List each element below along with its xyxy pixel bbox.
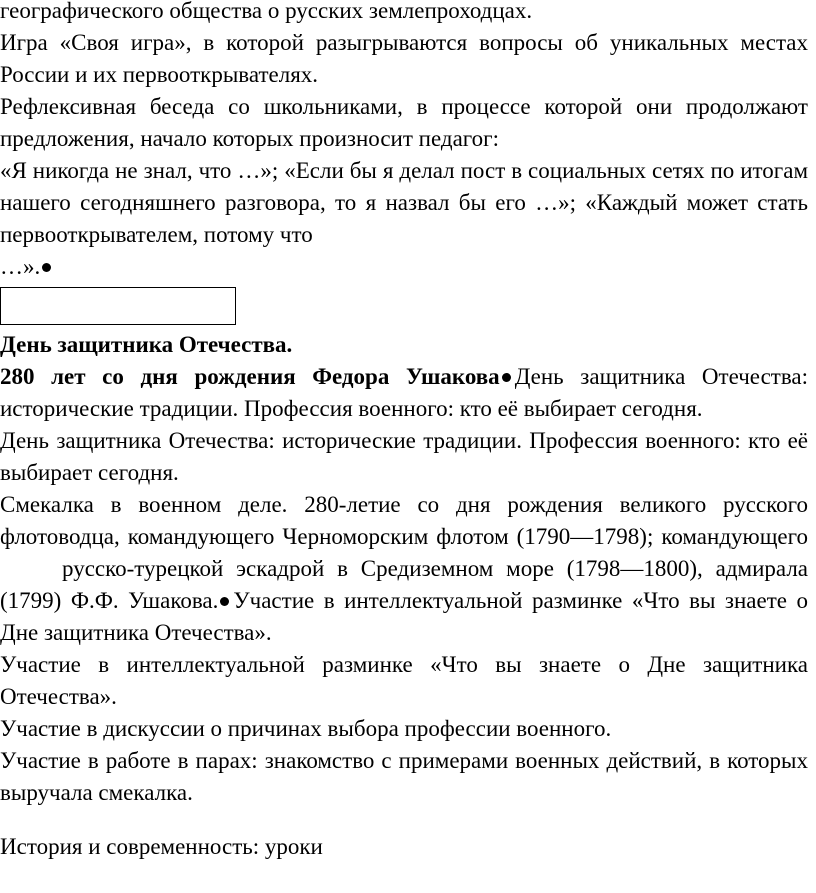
paragraph-10: Участие в дискуссии о причинах выбора профессии военного.	[0, 716, 612, 741]
paragraph-8-b: русско-турецкой эскадрой в Средиземном море (1798—1800), адмирала (1799) Ф.Ф. Ушакова.	[0, 556, 808, 613]
empty-table-cell	[0, 287, 236, 325]
paragraph-11: Участие в работе в парах: знакомство с примерами военных действий, в которых выручала смекалка.	[0, 748, 808, 805]
bullet-icon	[220, 597, 229, 606]
paragraph-5-wrapper	[0, 251, 808, 283]
bullet-icon	[502, 373, 511, 382]
paragraph-4: «Я никогда не знал, что …»; «Если бы я делал пост в социальных сетях по итогам нашего сегодняшнего разговора, то я назвал бы его …»; «Каждый может стать первооткрывателем, потому что	[0, 158, 808, 247]
paragraph-5: …».	[0, 254, 41, 279]
paragraph-2: Игра «Своя игра», в которой разыгрываются вопросы об уникальных местах России и их первооткрывателях.	[0, 30, 808, 87]
paragraph-gap	[0, 809, 808, 831]
paragraph-6-wrapper	[0, 361, 808, 425]
section-heading: День защитника Отечества.	[0, 332, 293, 357]
paragraph-1: географического общества о русских землепроходцах.	[0, 0, 533, 23]
paragraph-9: Участие в интеллектуальной разминке «Что вы знаете о Дне защитника Отечества».	[0, 652, 808, 709]
paragraph-8-a: Смекалка в военном деле. 280-летие со дня рождения великого русского флотоводца, командующего Черноморским флотом (1790—1798); командующего	[0, 492, 808, 549]
bullet-icon	[42, 263, 51, 272]
paragraph-8-tail: Участие в интеллектуальной разминке «Что вы знаете о Дне защитника Отечества».	[0, 588, 808, 645]
paragraph-3: Рефлексивная беседа со школьниками, в процессе которой они продолжают предложения, начало которых произносит педагог:	[0, 94, 808, 151]
paragraph-7: День защитника Отечества: исторические традиции. Профессия военного: кто её выбирает сегодня.	[0, 428, 808, 485]
paragraph-6-tail: День защитника Отечества: исторические традиции. Профессия военного: кто её выбирает сегодня.	[0, 364, 808, 421]
paragraph-8-wrapper	[0, 489, 808, 649]
ushakov-heading: 280 лет со дня рождения Федора Ушакова	[0, 364, 500, 389]
paragraph-12: История и современность: уроки	[0, 834, 323, 859]
